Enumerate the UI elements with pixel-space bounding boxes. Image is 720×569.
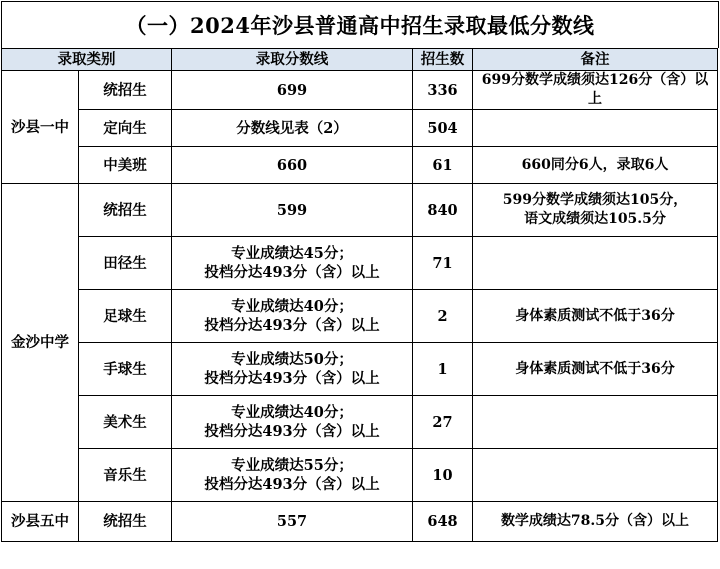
page-title: （一）2024年沙县普通高中招生录取最低分数线 [1, 1, 719, 48]
score-cell: 599 [172, 184, 413, 237]
note-cell: 699分数学成绩须达126分（含）以上 [473, 71, 718, 110]
note-cell [473, 449, 718, 502]
category-cell: 定向生 [79, 110, 172, 147]
score-line: 投档分达493分（含）以上 [204, 423, 380, 440]
table-row [2, 147, 718, 184]
note-cell: 身体素质测试不低于36分 [473, 290, 718, 343]
score-cell [172, 237, 413, 290]
table-row [2, 343, 718, 396]
header-enroll: 招生数 [413, 49, 473, 71]
score-line: 投档分达493分（含）以上 [204, 476, 380, 493]
score-line: 投档分达493分（含）以上 [204, 264, 380, 281]
score-cell [172, 396, 413, 449]
table-row [2, 449, 718, 502]
score-cell: 557 [172, 502, 413, 542]
score-line: 专业成绩达50分； [231, 351, 353, 368]
table-row [2, 290, 718, 343]
category-cell: 统招生 [79, 184, 172, 237]
score-line: 投档分达493分（含）以上 [204, 370, 380, 387]
enroll-cell: 2 [413, 290, 473, 343]
enroll-cell: 1 [413, 343, 473, 396]
score-cell [172, 290, 413, 343]
note-cell [473, 237, 718, 290]
score-cell: 699 [172, 71, 413, 110]
score-line: 投档分达493分（含）以上 [204, 317, 380, 334]
note-cell [473, 110, 718, 147]
score-line: 专业成绩达40分； [231, 404, 353, 421]
category-cell: 美术生 [79, 396, 172, 449]
note-cell [473, 184, 718, 237]
note-cell: 数学成绩达78.5分（含）以上 [473, 502, 718, 542]
enroll-cell: 27 [413, 396, 473, 449]
table-row [2, 71, 718, 110]
school-name: 金沙中学 [2, 184, 79, 502]
table-row [2, 237, 718, 290]
table-row [2, 396, 718, 449]
header-category: 录取类别 [2, 49, 172, 71]
enroll-cell: 61 [413, 147, 473, 184]
score-line: 专业成绩达40分； [231, 298, 353, 315]
score-line: 专业成绩达45分； [231, 245, 353, 262]
score-cell [172, 343, 413, 396]
note-cell: 身体素质测试不低于36分 [473, 343, 718, 396]
category-cell: 手球生 [79, 343, 172, 396]
score-cell: 660 [172, 147, 413, 184]
category-cell: 音乐生 [79, 449, 172, 502]
header-score: 录取分数线 [172, 49, 413, 71]
note-line: 599分数学成绩须达105分， [502, 192, 688, 208]
note-cell: 660同分6人，录取6人 [473, 147, 718, 184]
category-cell: 统招生 [79, 502, 172, 542]
note-line: 语文成绩须达105.5分 [524, 211, 666, 227]
score-cell [172, 449, 413, 502]
admission-table [1, 48, 718, 542]
admission-score-document [1, 1, 719, 567]
table-row [2, 184, 718, 237]
score-cell: 分数线见表（2） [172, 110, 413, 147]
table-row [2, 110, 718, 147]
school-name: 沙县五中 [2, 502, 79, 542]
enroll-cell: 504 [413, 110, 473, 147]
category-cell: 足球生 [79, 290, 172, 343]
enroll-cell: 10 [413, 449, 473, 502]
enroll-cell: 840 [413, 184, 473, 237]
score-line: 专业成绩达55分； [231, 457, 353, 474]
category-cell: 中美班 [79, 147, 172, 184]
category-cell: 统招生 [79, 71, 172, 110]
category-cell: 田径生 [79, 237, 172, 290]
enroll-cell: 336 [413, 71, 473, 110]
school-name: 沙县一中 [2, 71, 79, 184]
enroll-cell: 648 [413, 502, 473, 542]
note-cell [473, 396, 718, 449]
header-note: 备注 [473, 49, 718, 71]
table-header-row [2, 49, 718, 71]
table-row [2, 502, 718, 542]
enroll-cell: 71 [413, 237, 473, 290]
